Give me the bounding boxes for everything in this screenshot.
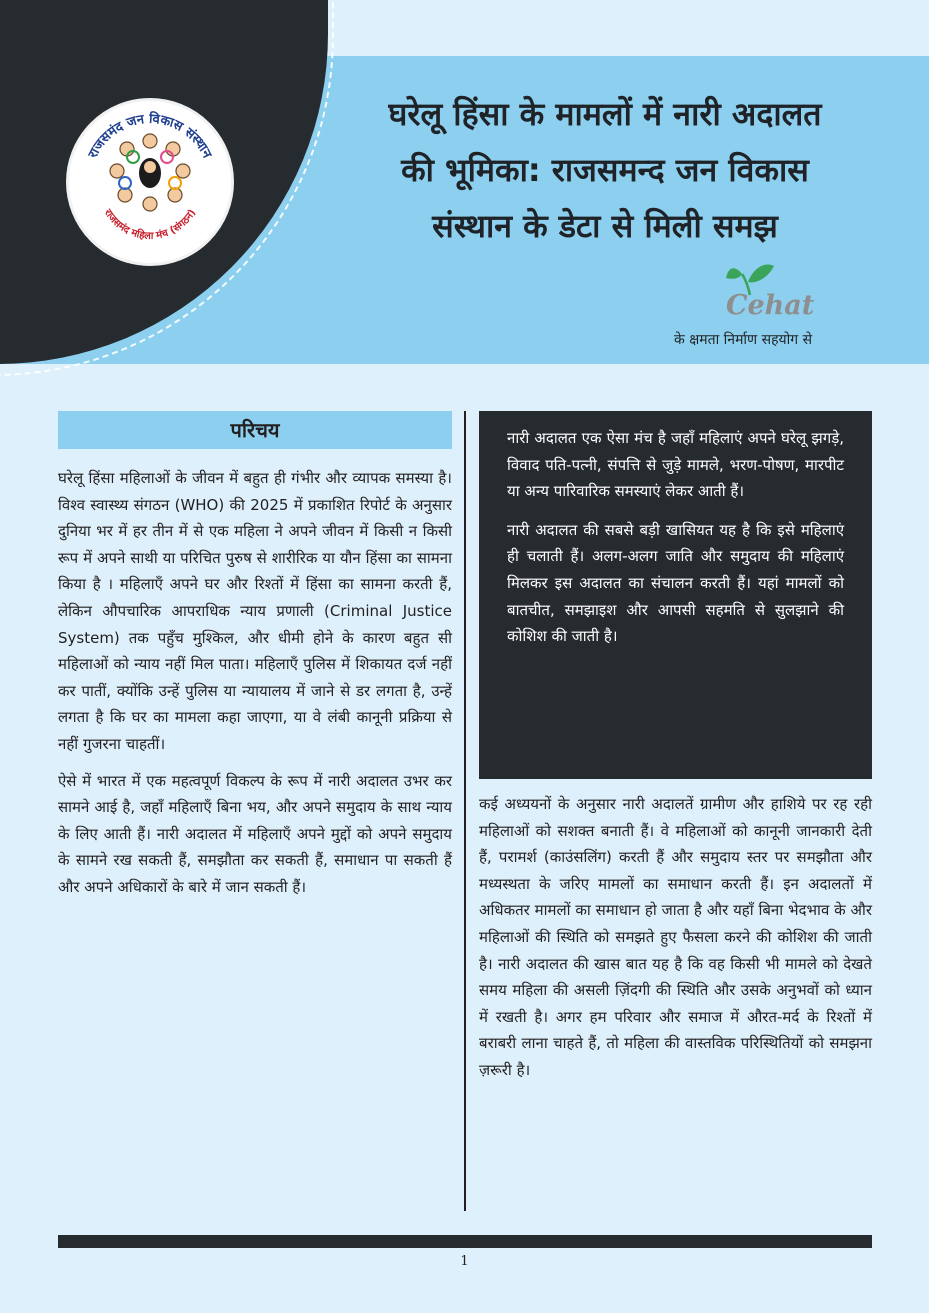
organization-logo: [66, 98, 234, 266]
partner-caption: के क्षमता निर्माण सहयोग से: [674, 332, 813, 348]
title-line: घरेलू हिंसा के मामलों में नारी अदालत: [388, 95, 822, 133]
footer-bar: [58, 1235, 872, 1248]
highlight-paragraph: नारी अदालत एक ऐसा मंच है जहाँ महिलाएं अपने घरेलू झगड़े, विवाद पति-पत्नी, संपत्ति से जुड़े मामले, भरण-पोषण, मारपीट या अन्य पारिवारिक समस्याएं लेकर आती हैं।: [507, 429, 844, 501]
intro-column: [58, 465, 452, 911]
svg-text:राजसमंद महिला मंच (संगठन): [101, 207, 198, 242]
partner-logo: [670, 262, 870, 352]
page-number: 1: [460, 1254, 469, 1269]
body-column: [479, 791, 872, 1094]
partner-name: Cehat: [726, 290, 815, 321]
page-title: [330, 86, 880, 254]
title-line: की भूमिका: राजसमन्द जन विकास: [401, 151, 809, 189]
intro-paragraph: घरेलू हिंसा महिलाओं के जीवन में बहुत ही गंभीर और व्यापक समस्या है। विश्व स्वास्थ्य संगठन (WHO) की 2025 में प्रकाशित रिपोर्ट के अनुसार दुनिया भर में हर तीन में से एक महिला ने अपने जीवन में किसी न किसी रूप में अपने साथी या परिचित पुरुष से शारीरिक या यौन हिंसा का सामना किया है । महिलाएँ अपने घर और रिश्तों में हिंसा का सामना करती हैं, लेकिन औपचारिक आपराधिक न्याय प्रणाली (Criminal Justice System) तक पहुँच मुश्किल, और धीमी होने के कारण बहुत सी महिलाओं को न्याय नहीं मिल पाता। महिलाएँ पुलिस में शिकायत दर्ज नहीं कर पातीं, क्योंकि उन्हें पुलिस या न्यायालय में जाने से डर लगता है, उन्हें लगता है कि घर का मामला कहा जाएगा, या वे लंबी कानूनी प्रक्रिया से नहीं गुजरना चाहतीं।: [58, 469, 452, 753]
logo-outer-text: राजसमंद जन विकास संस्थान: [85, 111, 215, 161]
highlight-text: [507, 425, 844, 650]
highlight-paragraph: नारी अदालत की सबसे बड़ी खासियत यह है कि इसे महिलाएं ही चलाती हैं। अलग-अलग जाति और समुदाय की महिलाएं मिलकर इस अदालत का संचालन करती हैं। यहां मामलों को बातचीत, समझाइश और आपसी सहमति से सुलझाने की कोशिश की जाती है।: [507, 520, 844, 646]
logo-inner-text: राजसमंद महिला मंच (संगठन): [101, 207, 199, 242]
intro-paragraph: ऐसे में भारत में एक महत्वपूर्ण विकल्प के रूप में नारी अदालत उभर कर सामने आई है, जहाँ महिलाएँ बिना भय, और अपने समुदाय के साथ न्याय के लिए आती हैं। नारी अदालत में महिलाएँ अपने मुद्दों को अपने समुदाय के सामने रख सकती हैं, समझौता कर सकती हैं, समाधान पा सकती हैं और अपने अधिकारों के बारे में जान सकती हैं।: [58, 771, 452, 896]
title-line: संस्थान के डेटा से मिली समझ: [432, 207, 778, 245]
logo-emblem-icon: [69, 101, 231, 263]
highlight-box: [479, 411, 872, 779]
body-paragraph: कई अध्ययनों के अनुसार नारी अदालतें ग्रामीण और हाशिये पर रह रही महिलाओं को सशक्त बनाती हैं। वे महिलाओं को कानूनी जानकारी देती हैं, परामर्श (काउंसलिंग) करती हैं और समुदाय स्तर पर समझौता और मध्यस्थता के जरिए मामलों का समाधान करती हैं। इन अदालतों में अधिकतर मामलों का समाधान हो जाता है और यहाँ बिना भेदभाव के और महिलाओं की स्थिति को समझते हुए फैसला करने की कोशिश की जाती है। नारी अदालत की खास बात यह है कि वह किसी भी मामले को देखते समय महिला की असली ज़िंदगी की स्थिति और उसके अनुभवों को ध्यान में रखती है। अगर हम परिवार और समाज में औरत-मर्द के रिश्तों में बराबरी लाना चाहते हैं, तो महिला की वास्तविक परिस्थितियों को समझना ज़रूरी है।: [479, 795, 872, 1079]
column-divider: [464, 411, 466, 1211]
section-heading-intro: परिचय: [58, 411, 452, 449]
